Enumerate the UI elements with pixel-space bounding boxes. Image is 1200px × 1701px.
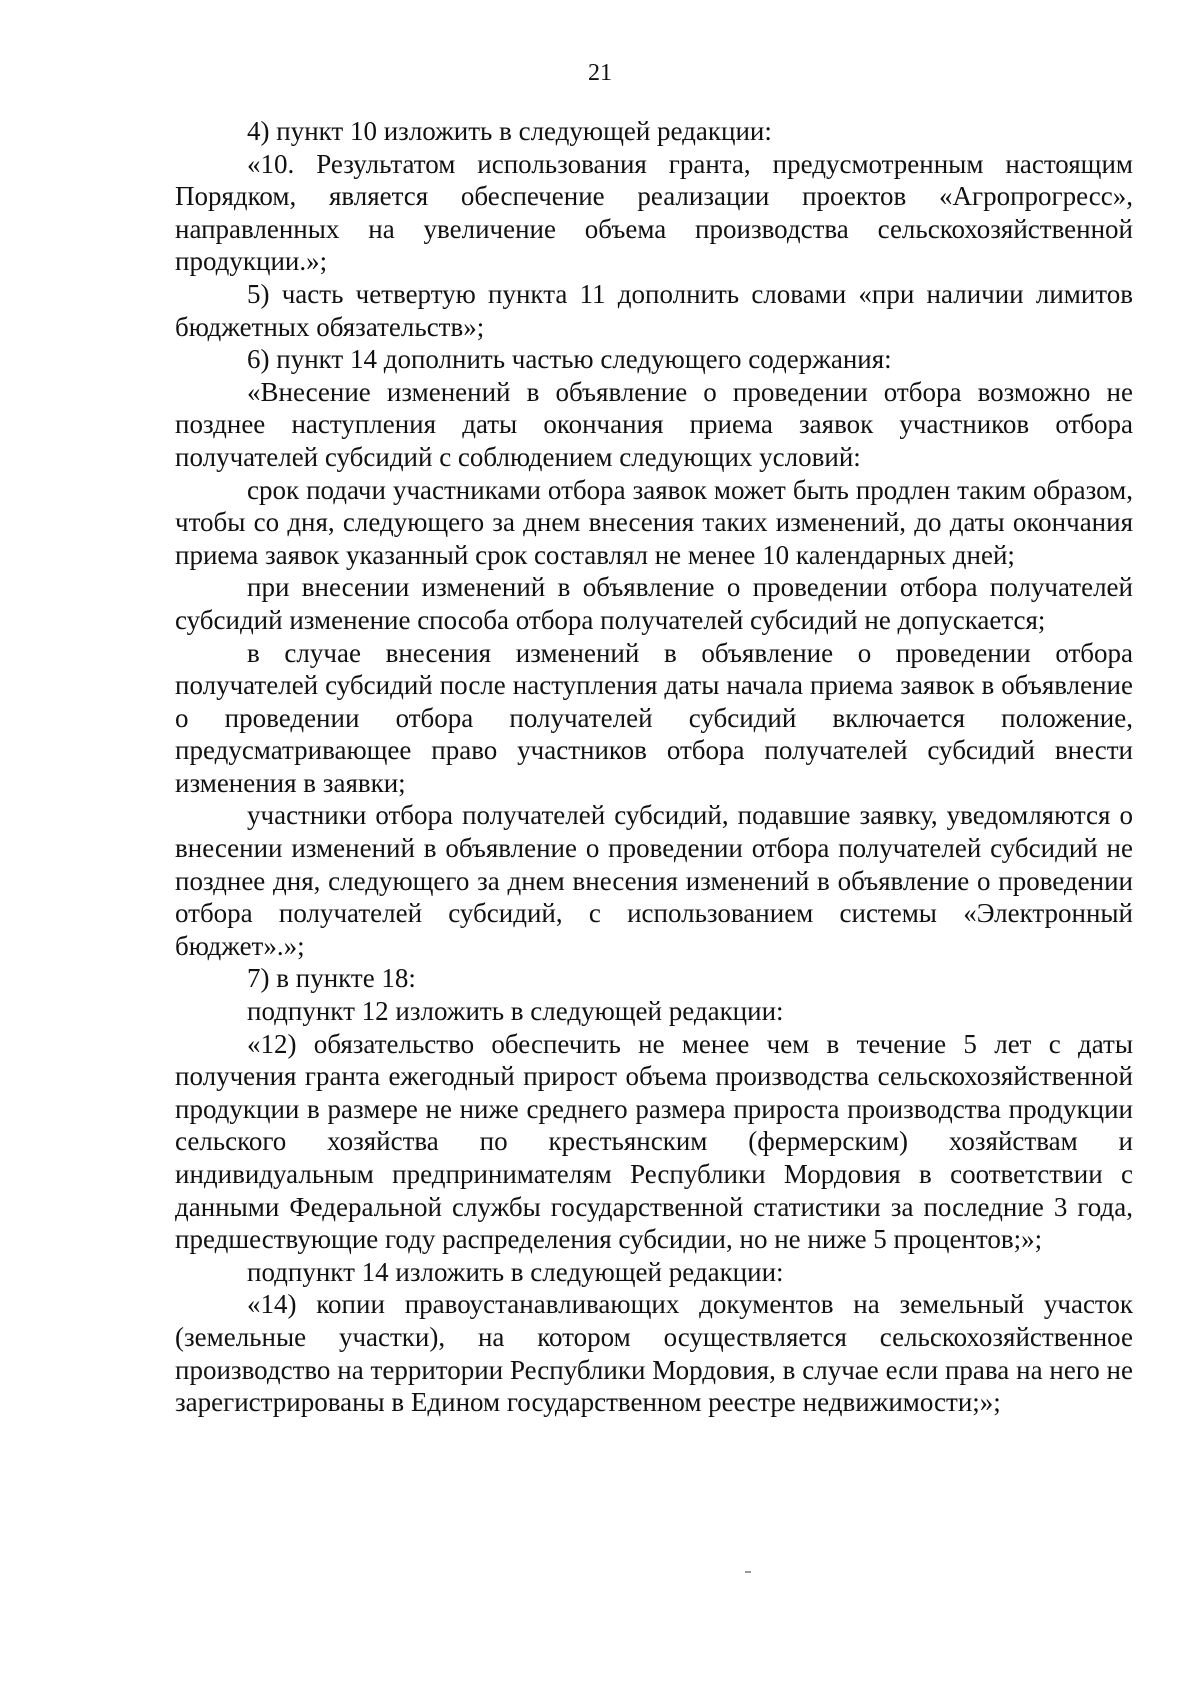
paragraph-condition-notification: участники отбора получателей субсидий, подавшие заявку, уведомляются о внесении изменений в объявление о проведении отбора получателей субсидий не позднее дня, следующего за днем внесения изменений в объявление о проведении отбора получателей субсидий, с использованием системы «Электронный бюджет».»; [175, 800, 1133, 961]
scan-mark [745, 1571, 751, 1573]
paragraph-item-5: 5) часть четвертую пункта 11 дополнить словами «при наличии лимитов бюджетных обязательств»; [175, 278, 1133, 342]
document-body [175, 115, 1133, 1419]
paragraph-amendment-intro: «Внесение изменений в объявление о проведении отбора возможно не позднее наступления даты окончания приема заявок участников отбора получателей субсидий с соблюдением следующих условий: [175, 376, 1133, 472]
paragraph-item-4: 4) пункт 10 изложить в следующей редакции: [247, 116, 772, 146]
paragraph-item-6: 6) пункт 14 дополнить частью следующего содержания: [247, 344, 892, 375]
paragraph-condition-changes: в случае внесения изменений в объявление о проведении отбора получателей субсидий после наступления даты начала приема заявок в объявление о проведении отбора получателей субсидий включается положение, предусматривающее право участников отбора получателей субсидий внести изменения в заявки; [175, 637, 1133, 798]
paragraph-condition-deadline: срок подачи участниками отбора заявок может быть продлен таким образом, чтобы со дня, следующего за днем внесения таких изменений, до даты окончания приема заявок указанный срок составлял не менее 10 календарных дней; [175, 474, 1133, 570]
paragraph-subitem-14-text: «14) копии правоустанавливающих документов на земельный участок (земельные участки), на котором осуществляется сельскохозяйственное производство на территории Республики Мордовия, в случае если права на него не зарегистрированы в Едином государственном реестре недвижимости;»; [175, 1289, 1133, 1418]
paragraph-subitem-12-text: «12) обязательство обеспечить не менее чем в течение 5 лет с даты получения гранта ежегодный прирост объема производства сельскохозяйственной продукции в размере не ниже среднего размера прироста производства продукции сельского хозяйства по крестьянским (фермерским) хозяйствам и индивидуальным предпринимателям Республики Мордовия в соответствии с данными Федеральной службы государственной статистики за последние 3 года, предшествующие году распределения субсидии, но не ниже 5 процентов;»; [175, 1028, 1133, 1255]
paragraph-condition-method: при внесении изменений в объявление о проведении отбора получателей субсидий изменение способа отбора получателей субсидий не допускается; [175, 572, 1133, 635]
paragraph-subitem-12-heading: подпункт 12 изложить в следующей редакции: [247, 996, 784, 1027]
paragraph-item-10-text: «10. Результатом использования гранта, предусмотренным настоящим Порядком, является обеспечение реализации проектов «Агропрогресс», направленных на увеличение объема производства сельскохозяйственной продукции.»; [175, 148, 1133, 277]
paragraph-item-7: 7) в пункте 18: [247, 963, 416, 994]
page-number: 21 [588, 60, 612, 86]
paragraph-subitem-14-heading: подпункт 14 изложить в следующей редакции: [247, 1256, 784, 1287]
